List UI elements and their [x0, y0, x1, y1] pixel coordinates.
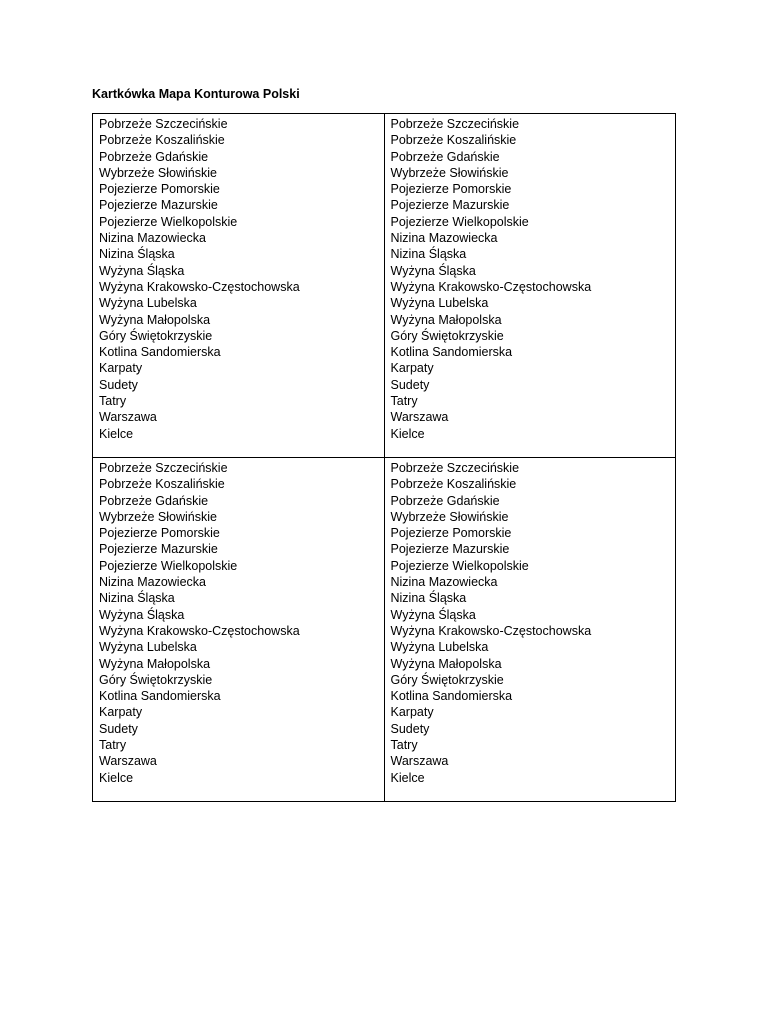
list-item: Pobrzeże Szczecińskie	[99, 461, 228, 475]
list-item: Sudety	[390, 377, 430, 392]
list-item: Pobrzeże Koszalińskie	[99, 133, 225, 148]
table-cell	[93, 114, 385, 458]
list-item: Wybrzeże Słowińskie	[390, 509, 509, 524]
list-item: Warszawa	[390, 410, 449, 425]
list-item: Wyżyna Małopolska	[390, 312, 502, 327]
list-item: Nizina Mazowiecka	[99, 575, 206, 590]
list-item: Wyżyna Krakowsko-Częstochowska	[390, 623, 592, 638]
list-item: Warszawa	[99, 410, 157, 425]
list-item: Pobrzeże Gdańskie	[390, 149, 500, 164]
list-item: Wyżyna Śląska	[99, 607, 185, 622]
list-item: Sudety	[99, 377, 138, 392]
table-cell	[384, 114, 676, 458]
list-item: Wyżyna Małopolska	[99, 312, 211, 327]
list-item: Wyżyna Śląska	[390, 263, 476, 278]
list-item: Góry Świętokrzyskie	[390, 672, 504, 687]
list-item: Pojezierze Pomorskie	[99, 526, 220, 541]
list-item: Pobrzeże Gdańskie	[390, 493, 500, 508]
place-list	[99, 116, 384, 442]
list-item: Pobrzeże Koszalińskie	[390, 477, 517, 492]
list-item: Tatry	[99, 738, 127, 753]
list-item: Nizina Mazowiecka	[390, 231, 498, 246]
place-list	[391, 116, 676, 442]
list-item: Kielce	[390, 770, 425, 785]
list-item: Pojezierze Wielkopolskie	[99, 558, 238, 573]
list-item: Karpaty	[390, 361, 434, 376]
list-item: Wybrzeże Słowińskie	[99, 165, 217, 180]
list-item: Góry Świętokrzyskie	[99, 672, 213, 687]
list-item: Pobrzeże Szczecińskie	[99, 117, 228, 131]
place-list	[99, 460, 384, 786]
list-item: Pojezierze Wielkopolskie	[390, 558, 529, 573]
list-item: Wyżyna Lubelska	[390, 640, 489, 655]
list-item: Kotlina Sandomierska	[390, 345, 513, 360]
list-item: Kotlina Sandomierska	[390, 689, 513, 704]
list-item: Warszawa	[99, 754, 157, 769]
list-item: Nizina Mazowiecka	[99, 231, 206, 246]
list-item: Wyżyna Krakowsko-Częstochowska	[390, 279, 592, 294]
list-item: Warszawa	[390, 754, 449, 769]
list-item: Pobrzeże Szczecińskie	[390, 461, 520, 475]
list-item: Tatry	[390, 738, 418, 753]
list-item: Wyżyna Lubelska	[390, 296, 489, 311]
list-item: Pojezierze Pomorskie	[99, 182, 220, 197]
list-item: Pobrzeże Koszalińskie	[390, 133, 517, 148]
list-item: Karpaty	[390, 705, 434, 720]
list-item: Wybrzeże Słowińskie	[390, 165, 509, 180]
list-item: Pobrzeże Gdańskie	[99, 149, 209, 164]
list-item: Sudety	[390, 721, 430, 736]
list-item: Pojezierze Mazurskie	[390, 542, 510, 557]
list-item: Tatry	[390, 394, 418, 409]
list-item: Kielce	[390, 426, 425, 441]
list-item: Tatry	[99, 394, 127, 409]
list-item: Pojezierze Pomorskie	[390, 526, 512, 541]
list-item: Kotlina Sandomierska	[99, 689, 221, 704]
list-item: Góry Świętokrzyskie	[390, 328, 504, 343]
table-cell	[93, 458, 385, 802]
place-list	[391, 460, 676, 786]
list-item: Nizina Mazowiecka	[390, 575, 498, 590]
list-item: Wyżyna Lubelska	[99, 296, 197, 311]
list-item: Pojezierze Pomorskie	[390, 182, 512, 197]
list-item: Pojezierze Wielkopolskie	[390, 214, 529, 229]
list-item: Pobrzeże Szczecińskie	[390, 117, 520, 131]
list-item: Kotlina Sandomierska	[99, 345, 221, 360]
list-item: Pobrzeże Gdańskie	[99, 493, 209, 508]
table-row	[93, 114, 676, 458]
list-item: Pobrzeże Koszalińskie	[99, 477, 225, 492]
list-item: Pojezierze Mazurskie	[390, 198, 510, 213]
list-item: Karpaty	[99, 705, 143, 720]
list-item: Sudety	[99, 721, 138, 736]
quiz-table	[92, 113, 676, 802]
list-item: Góry Świętokrzyskie	[99, 328, 213, 343]
list-item: Kielce	[99, 770, 134, 785]
list-item: Wyżyna Śląska	[99, 263, 185, 278]
list-item: Nizina Śląska	[390, 591, 467, 606]
list-item: Nizina Śląska	[99, 591, 175, 606]
list-item: Wyżyna Małopolska	[390, 656, 502, 671]
list-item: Nizina Śląska	[99, 247, 175, 262]
list-item: Wyżyna Małopolska	[99, 656, 211, 671]
list-item: Kielce	[99, 426, 134, 441]
list-item: Wybrzeże Słowińskie	[99, 509, 217, 524]
table-cell	[384, 458, 676, 802]
list-item: Wyżyna Lubelska	[99, 640, 197, 655]
list-item: Karpaty	[99, 361, 143, 376]
list-item: Wyżyna Śląska	[390, 607, 476, 622]
page-title: Kartkówka Mapa Konturowa Polski	[92, 87, 300, 101]
list-item: Nizina Śląska	[390, 247, 467, 262]
list-item: Pojezierze Mazurskie	[99, 542, 218, 557]
list-item: Pojezierze Mazurskie	[99, 198, 218, 213]
list-item: Wyżyna Krakowsko-Częstochowska	[99, 623, 300, 638]
list-item: Pojezierze Wielkopolskie	[99, 214, 238, 229]
table-row	[93, 458, 676, 802]
list-item: Wyżyna Krakowsko-Częstochowska	[99, 279, 300, 294]
